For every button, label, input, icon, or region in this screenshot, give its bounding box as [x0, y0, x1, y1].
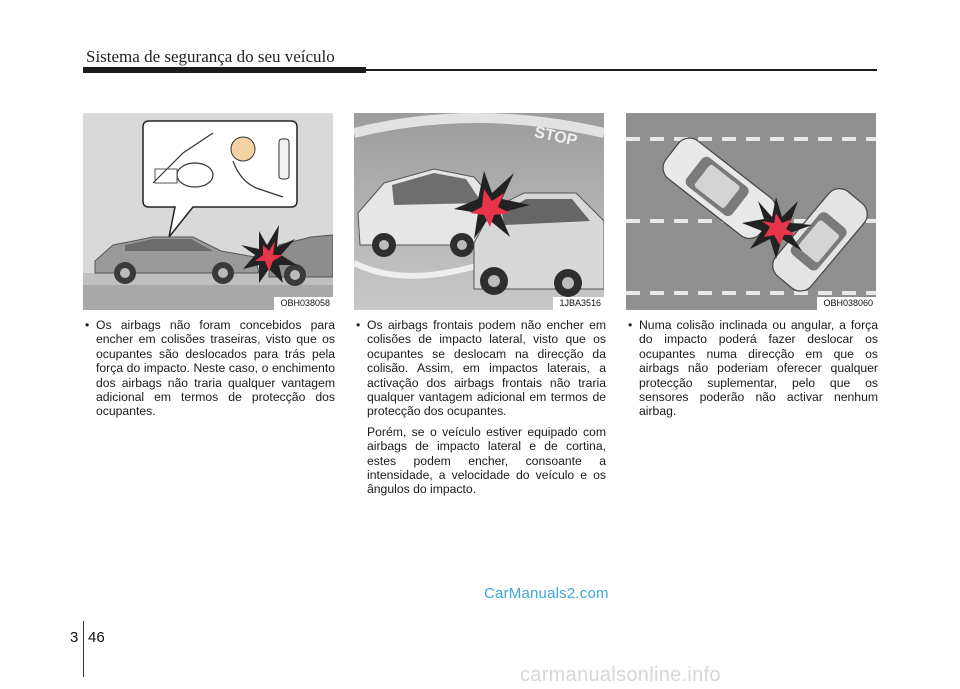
column-rear-collision — [83, 318, 335, 419]
side-collision-illustration — [354, 113, 604, 310]
header-rule-thin — [366, 69, 877, 71]
angular-collision-illustration — [626, 113, 876, 310]
bullet-marker: • — [628, 318, 633, 332]
page-number-value: 46 — [88, 629, 105, 646]
paragraph-text: Numa colisão inclinada ou angular, a força do impacto poderá fazer deslocar os ocupantes numa direcção em que os airbags não poderiam oferecer qualquer protecção suplementar, pelo que os sensores poderão não activar nenhum airbag. — [639, 318, 878, 419]
header-rule — [83, 67, 877, 73]
bullet-paragraph — [626, 318, 878, 419]
figure-code: OBH038058 — [274, 297, 333, 310]
rear-collision-illustration — [83, 113, 333, 310]
road-stop-marking: STOP — [532, 124, 579, 150]
figure-code: OBH038060 — [817, 297, 876, 310]
bullet-paragraph — [83, 318, 335, 419]
column-side-collision — [354, 318, 606, 497]
continuation-paragraph: Porém, se o veículo estiver equipado com airbags de impacto lateral e de cortina, estes podem encher, consoante a intensidade, a velocidade do veículo e os ângulos do impacto. — [367, 424, 606, 497]
bullet-marker: • — [356, 318, 361, 332]
figure-code: 1JBA3516 — [553, 297, 604, 310]
section-number: 3 — [70, 629, 79, 646]
figure-side-collision — [354, 113, 604, 310]
site-watermark-link[interactable]: CarManuals2.com — [484, 585, 609, 602]
paragraph-text: Os airbags não foram concebidos para encher em colisões traseiras, visto que os ocupantes são deslocados para trás pela força do impacto. Neste caso, o enchimento dos airbags não traria qualquer vantagem adicional em termos de protecção dos ocupantes. — [96, 318, 335, 419]
bullet-paragraph — [354, 318, 606, 419]
header-title: Sistema de segurança do seu veículo — [86, 47, 335, 66]
paragraph-text: Os airbags frontais podem não encher em colisões de impacto lateral, visto que os ocupantes se deslocam na direcção da colisão. Assim, em impactos laterais, a activação dos airbags frontais não traria qualquer vantagem adicional em termos de protecção dos ocupantes. — [367, 318, 606, 419]
bullet-marker: • — [85, 318, 90, 332]
footer-watermark: carmanualsonline.info — [520, 664, 721, 686]
header-rule-thick — [83, 67, 366, 73]
column-angular-collision — [626, 318, 878, 419]
figure-rear-collision — [83, 113, 333, 310]
page-number-separator — [83, 621, 84, 677]
figure-angular-collision — [626, 113, 876, 310]
